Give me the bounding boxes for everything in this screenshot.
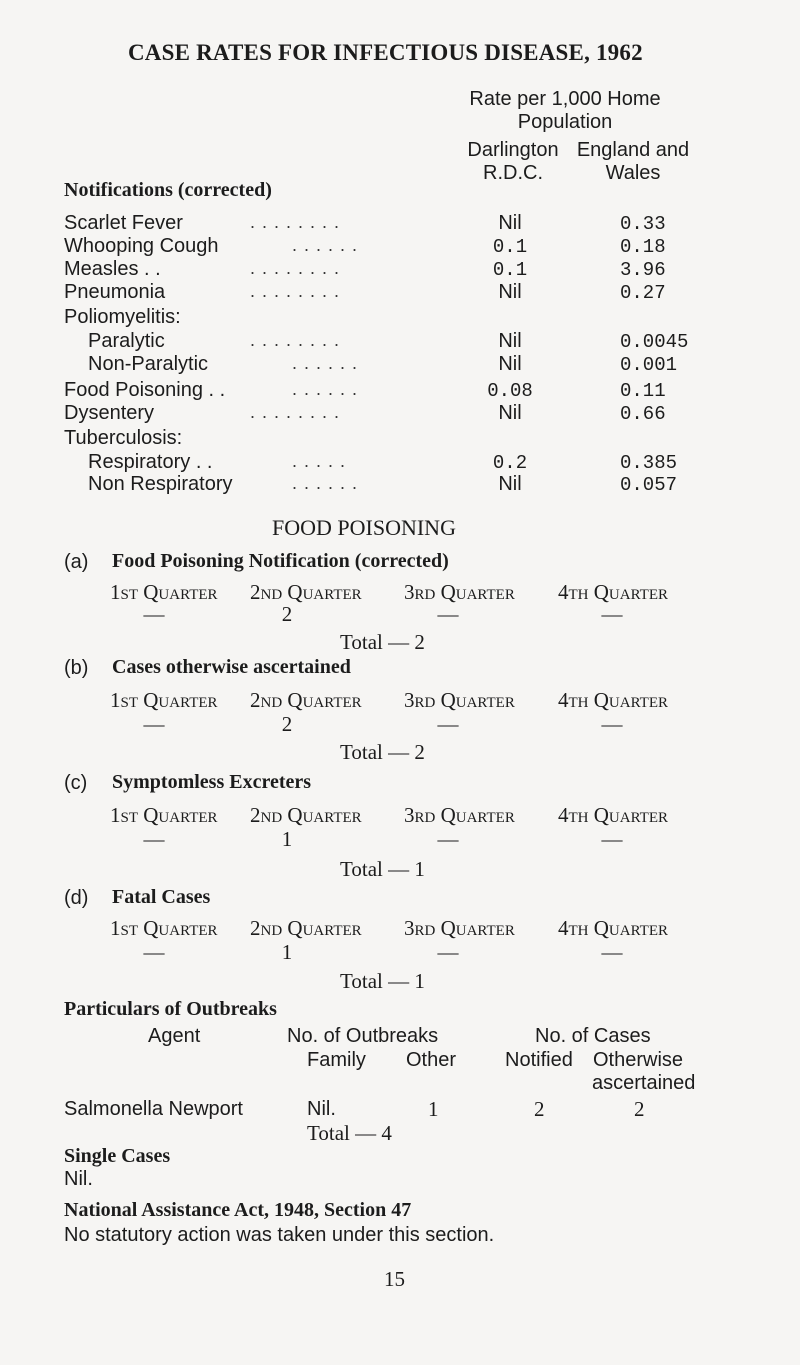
otherwise-value: 2 [634,1097,645,1121]
row-england-value: 0.33 [620,213,666,235]
quarter-3-label: 3rd Quarter [404,688,515,712]
single-cases-heading: Single Cases [64,1145,171,1167]
row-darlington-value: Nil [498,473,522,495]
quarter-value: — [601,602,623,626]
row-england-value: 0.385 [620,452,678,474]
quarter-1-label: 1st Quarter [110,688,218,712]
rate-header-line2: Population [517,111,613,133]
quarter-value: — [437,712,459,736]
col-darlington-line1: Darlington [467,139,559,161]
quarter-value: — [437,602,459,626]
quarter-2-label: 2nd Quarter [250,916,362,940]
row-darlington-value: 0.1 [492,259,528,281]
row-label: Respiratory . . [88,451,213,473]
row-england-value: 0.0045 [620,331,689,353]
quarter-value: 2 [281,602,293,626]
section-b-total: Total — 2 [340,740,425,764]
section-d-heading: Fatal Cases [112,886,211,908]
quarter-3-label: 3rd Quarter [404,803,515,827]
quarter-2-label: 2nd Quarter [250,580,362,604]
quarter-1-label: 1st Quarter [110,580,218,604]
row-group-label: Poliomyelitis: [64,306,181,328]
row-england-value: 0.27 [620,282,666,304]
row-leader: . . . . . . . . [250,281,341,301]
row-darlington-value: Nil [498,330,522,352]
rate-header-line1: Rate per 1,000 Home [469,88,661,110]
row-leader: . . . . . . . . [250,402,341,422]
food-poisoning-title: FOOD POISONING [272,515,456,540]
row-england-value: 3.96 [620,259,666,281]
row-leader: . . . . . . [292,235,359,255]
row-label: Whooping Cough [64,235,219,257]
row-label: Dysentery [64,402,155,424]
cases-col-label: No. of Cases [535,1025,651,1047]
single-cases-value: Nil. [64,1168,93,1190]
quarter-2-label: 2nd Quarter [250,688,362,712]
section-c-heading: Symptomless Excreters [112,771,312,793]
act-heading: National Assistance Act, 1948, Section 47 [64,1199,412,1221]
row-leader: . . . . . . . . [250,212,341,232]
quarter-value: — [601,827,623,851]
quarter-4-label: 4th Quarter [558,916,669,940]
quarter-value: — [601,940,623,964]
quarter-value: — [437,827,459,851]
row-label: Measles . . [64,258,161,280]
row-darlington-value: 0.2 [492,452,528,474]
row-leader: . . . . . . . . [250,258,341,278]
row-england-value: 0.001 [620,354,678,376]
otherwise-col-label: Otherwise [593,1049,684,1071]
ascertained-col-label: ascertained [592,1072,696,1094]
row-leader: . . . . . [292,451,347,471]
outbreaks-heading: Particulars of Outbreaks [64,998,277,1020]
other-col-label: Other [406,1049,457,1071]
agent-col-label: Agent [148,1025,201,1047]
quarter-1-label: 1st Quarter [110,803,218,827]
row-label: Paralytic [88,330,165,352]
row-label: Pneumonia [64,281,166,303]
row-darlington-value: 0.08 [487,380,533,402]
section-c-letter: (c) [64,772,88,794]
section-d-total: Total — 1 [340,969,425,993]
section-a-letter: (a) [64,551,89,573]
family-value: Nil. [307,1098,336,1120]
outbreaks-col-label: No. of Outbreaks [287,1025,439,1047]
quarter-2-label: 2nd Quarter [250,803,362,827]
quarter-4-label: 4th Quarter [558,803,669,827]
row-darlington-value: Nil [498,402,522,424]
page-title: CASE RATES FOR INFECTIOUS DISEASE, 1962 [128,40,643,65]
row-group-label: Tuberculosis: [64,427,183,449]
section-a-heading: Food Poisoning Notification (corrected) [112,550,449,572]
row-darlington-value: Nil [498,353,522,375]
row-england-value: 0.057 [620,474,678,496]
notifications-heading: Notifications (corrected) [64,179,272,201]
quarter-value: — [143,940,165,964]
quarter-value: 2 [281,712,293,736]
row-darlington-value: 0.1 [492,236,528,258]
row-leader: . . . . . . . . [250,330,341,350]
section-b-heading: Cases otherwise ascertained [112,656,351,678]
quarter-value: 1 [281,940,293,964]
quarter-3-label: 3rd Quarter [404,580,515,604]
notified-col-label: Notified [505,1049,573,1071]
row-leader: . . . . . . [292,379,359,399]
row-darlington-value: Nil [498,281,522,303]
section-b-letter: (b) [64,657,89,679]
quarter-4-label: 4th Quarter [558,580,669,604]
notified-value: 2 [534,1097,545,1121]
quarter-value: — [437,940,459,964]
page-number: 15 [384,1267,405,1291]
quarter-value: — [143,827,165,851]
row-label: Non-Paralytic [88,353,209,375]
quarter-4-label: 4th Quarter [558,688,669,712]
row-darlington-value: Nil [498,212,522,234]
family-col-label: Family [307,1049,366,1071]
section-d-letter: (d) [64,887,89,909]
row-label: Scarlet Fever [64,212,183,234]
act-text: No statutory action was taken under this section. [64,1224,495,1246]
outbreaks-total: Total — 4 [307,1121,392,1145]
row-leader: . . . . . . [292,473,359,493]
quarter-1-label: 1st Quarter [110,916,218,940]
section-c-total: Total — 1 [340,857,425,881]
quarter-value: — [601,712,623,736]
row-label: Food Poisoning . . [64,379,226,401]
quarter-value: — [143,602,165,626]
row-england-value: 0.11 [620,380,666,402]
col-darlington-line2: R.D.C. [483,162,543,184]
section-a-total: Total — 2 [340,630,425,654]
col-england-line1: England and [576,139,690,161]
quarter-3-label: 3rd Quarter [404,916,515,940]
quarter-value: — [143,712,165,736]
quarter-value: 1 [281,827,293,851]
row-england-value: 0.66 [620,403,666,425]
row-leader: . . . . . . [292,353,359,373]
other-value: 1 [428,1097,439,1121]
agent-name: Salmonella Newport [64,1098,243,1120]
row-england-value: 0.18 [620,236,666,258]
col-england-line2: Wales [605,162,661,184]
row-label: Non Respiratory [88,473,233,495]
